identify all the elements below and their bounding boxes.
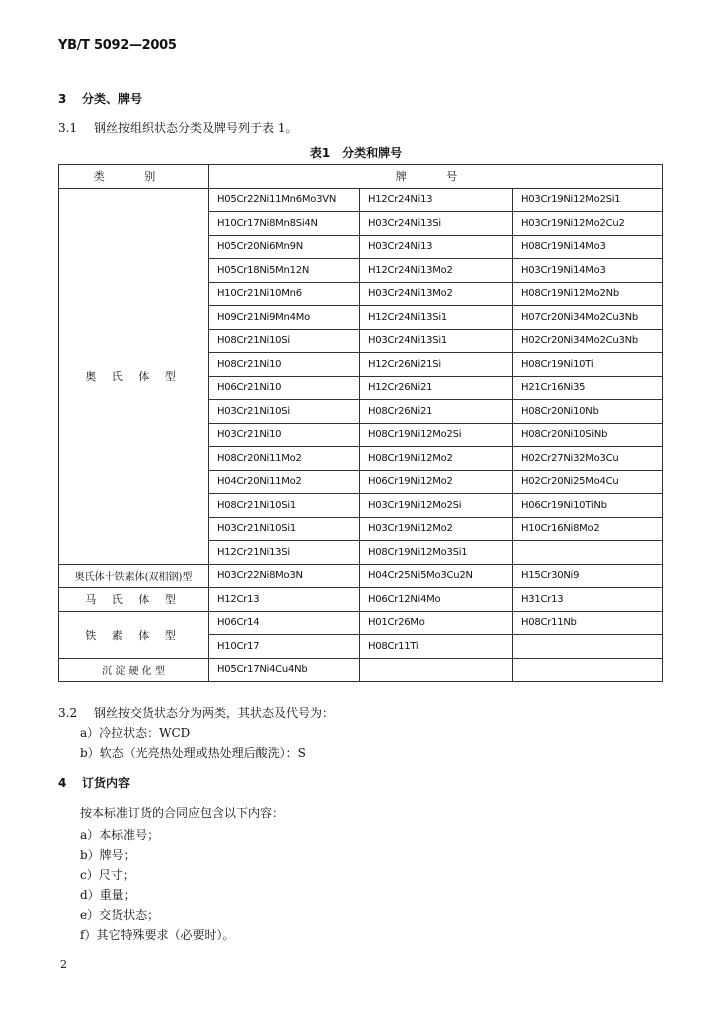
grade-cell: H10Cr16Ni8Mo2 bbox=[513, 517, 663, 541]
grade-cell: H12Cr26Ni21 bbox=[360, 376, 513, 400]
grade-cell: H31Cr13 bbox=[513, 588, 663, 612]
grade-cell: H21Cr16Ni35 bbox=[513, 376, 663, 400]
grade-cell: H15Cr30Ni9 bbox=[513, 564, 663, 588]
grade-cell: H12Cr26Ni21Si bbox=[360, 353, 513, 377]
grade-cell: H03Cr19Ni12Mo2Cu2 bbox=[513, 212, 663, 236]
section-3-number: 3 bbox=[58, 92, 67, 106]
section-4-heading bbox=[58, 774, 130, 791]
grade-cell: H08Cr20Ni10SiNb bbox=[513, 423, 663, 447]
grade-cell: H08Cr20Ni11Mo2 bbox=[209, 447, 360, 471]
order-intro: 按本标准订货的合同应包含以下内容： bbox=[80, 806, 285, 820]
grade-cell: H08Cr21Ni10Si bbox=[209, 329, 360, 353]
grade-cell: H03Cr19Ni12Mo2 bbox=[360, 517, 513, 541]
grade-cell: H08Cr21Ni10 bbox=[209, 353, 360, 377]
grade-cell: H12Cr24Ni13Mo2 bbox=[360, 259, 513, 283]
grade-cell: H08Cr19Ni12Mo2 bbox=[360, 447, 513, 471]
grade-cell: H03Cr21Ni10 bbox=[209, 423, 360, 447]
grade-cell: H03Cr24Ni13Mo2 bbox=[360, 282, 513, 306]
order-item: c）尺寸； bbox=[80, 868, 135, 882]
clause-3-2 bbox=[58, 704, 334, 721]
table-row bbox=[59, 588, 663, 612]
category-cell: 马 氏 体 型 bbox=[59, 588, 209, 612]
clause-3-2-number: 3.2 bbox=[58, 706, 78, 720]
grade-cell: H10Cr21Ni10Mn6 bbox=[209, 282, 360, 306]
grade-cell: H06Cr14 bbox=[209, 611, 360, 635]
grade-cell: H02Cr20Ni25Mo4Cu bbox=[513, 470, 663, 494]
grade-cell: H01Cr26Mo bbox=[360, 611, 513, 635]
grade-cell: H06Cr12Ni4Mo bbox=[360, 588, 513, 612]
grade-cell: H03Cr21Ni10Si bbox=[209, 400, 360, 424]
grade-cell: H02Cr27Ni32Mo3Cu bbox=[513, 447, 663, 471]
grade-cell: H05Cr22Ni11Mn6Mo3VN bbox=[209, 188, 360, 212]
grade-cell: H08Cr11Ti bbox=[360, 635, 513, 659]
section-3-title: 分类、牌号 bbox=[82, 92, 143, 106]
grade-cell: H02Cr20Ni34Mo2Cu3Nb bbox=[513, 329, 663, 353]
grade-cell: H03Cr24Ni13Si1 bbox=[360, 329, 513, 353]
grade-cell: H03Cr24Ni13Si bbox=[360, 212, 513, 236]
grade-cell: H08Cr20Ni10Nb bbox=[513, 400, 663, 424]
clause-3-2-text: 钢丝按交货状态分为两类，其状态及代号为： bbox=[94, 706, 335, 720]
table-row bbox=[59, 564, 663, 588]
grade-cell: H03Cr19Ni12Mo2Si1 bbox=[513, 188, 663, 212]
grade-cell: H08Cr19Ni10Ti bbox=[513, 353, 663, 377]
grade-cell: H12Cr24Ni13 bbox=[360, 188, 513, 212]
grade-cell: H08Cr19Ni12Mo3Si1 bbox=[360, 541, 513, 565]
grade-cell: H08Cr21Ni10Si1 bbox=[209, 494, 360, 518]
grade-cell: H05Cr18Ni5Mn12N bbox=[209, 259, 360, 283]
delivery-state-item: b）软态（光亮热处理或热处理后酸洗）：S bbox=[80, 746, 306, 760]
clause-3-1-text: 钢丝按组织状态分类及牌号列于表 1。 bbox=[94, 121, 298, 135]
grade-cell: H08Cr11Nb bbox=[513, 611, 663, 635]
table-header-row bbox=[59, 165, 663, 189]
grade-cell: H05Cr20Ni6Mn9N bbox=[209, 235, 360, 259]
grade-cell: H05Cr17Ni4Cu4Nb bbox=[209, 658, 360, 682]
order-item: d）重量； bbox=[80, 888, 136, 902]
order-item: f）其它特殊要求（必要时）。 bbox=[80, 928, 235, 942]
table-row bbox=[59, 658, 663, 682]
grade-cell: H06Cr19Ni12Mo2 bbox=[360, 470, 513, 494]
category-cell: 奥氏体十铁素体(双相钢)型 bbox=[59, 564, 209, 588]
grade-cell: H03Cr24Ni13 bbox=[360, 235, 513, 259]
grade-cell: H07Cr20Ni34Mo2Cu3Nb bbox=[513, 306, 663, 330]
section-3-heading bbox=[58, 90, 142, 107]
grade-cell: H06Cr21Ni10 bbox=[209, 376, 360, 400]
page-number: 2 bbox=[60, 958, 67, 971]
order-item: e）交货状态； bbox=[80, 908, 160, 922]
delivery-state-item: a）冷拉状态：WCD bbox=[80, 726, 191, 740]
classification-table bbox=[58, 164, 663, 682]
table-row bbox=[59, 611, 663, 635]
grade-cell: H04Cr20Ni11Mo2 bbox=[209, 470, 360, 494]
document-code: YB/T 5092—2005 bbox=[58, 38, 177, 53]
section-4-number: 4 bbox=[58, 776, 67, 790]
order-item: a）本标准号； bbox=[80, 828, 160, 842]
grade-cell: H03Cr19Ni12Mo2Si bbox=[360, 494, 513, 518]
column-header-grade: 牌 号 bbox=[209, 165, 663, 189]
order-item: b）牌号； bbox=[80, 848, 136, 862]
grade-cell: H06Cr19Ni10TiNb bbox=[513, 494, 663, 518]
grade-cell: H03Cr19Ni14Mo3 bbox=[513, 259, 663, 283]
grade-cell: H10Cr17 bbox=[209, 635, 360, 659]
clause-3-1-number: 3.1 bbox=[58, 121, 78, 135]
grade-cell: H12Cr24Ni13Si1 bbox=[360, 306, 513, 330]
grade-cell: H10Cr17Ni8Mn8Si4N bbox=[209, 212, 360, 236]
grade-cell: H08Cr19Ni12Mo2Si bbox=[360, 423, 513, 447]
grade-cell: H09Cr21Ni9Mn4Mo bbox=[209, 306, 360, 330]
category-cell: 沉 淀 硬 化 型 bbox=[59, 658, 209, 682]
column-header-category: 类 别 bbox=[59, 165, 209, 189]
grade-cell bbox=[513, 541, 663, 565]
grade-cell: H03Cr22Ni8Mo3N bbox=[209, 564, 360, 588]
grade-cell: H08Cr26Ni21 bbox=[360, 400, 513, 424]
grade-cell: H08Cr19Ni12Mo2Nb bbox=[513, 282, 663, 306]
table-row bbox=[59, 188, 663, 212]
category-cell: 奥 氏 体 型 bbox=[59, 188, 209, 564]
grade-cell: H04Cr25Ni5Mo3Cu2N bbox=[360, 564, 513, 588]
grade-cell bbox=[513, 635, 663, 659]
table-1-title: 表1 分类和牌号 bbox=[309, 146, 403, 160]
grade-cell: H12Cr13 bbox=[209, 588, 360, 612]
clause-3-1 bbox=[58, 119, 297, 136]
grade-cell: H03Cr21Ni10Si1 bbox=[209, 517, 360, 541]
section-4-title: 订货内容 bbox=[82, 776, 131, 790]
grade-cell: H08Cr19Ni14Mo3 bbox=[513, 235, 663, 259]
grade-cell bbox=[513, 658, 663, 682]
category-cell: 铁 素 体 型 bbox=[59, 611, 209, 658]
grade-cell: H12Cr21Ni13Si bbox=[209, 541, 360, 565]
grade-cell bbox=[360, 658, 513, 682]
